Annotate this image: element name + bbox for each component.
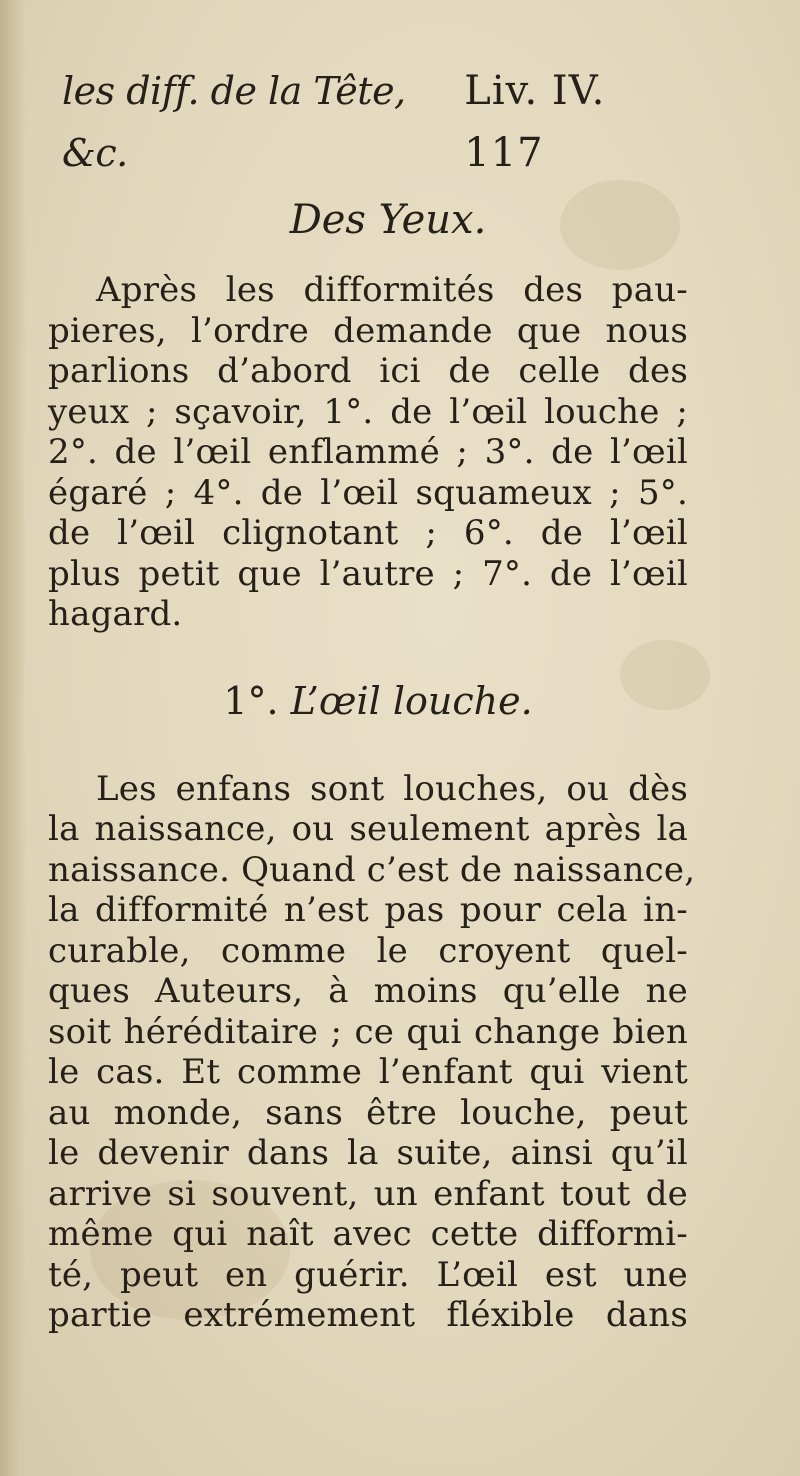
subsection-title xyxy=(48,671,688,731)
page-text xyxy=(48,60,696,1336)
text-line: Après les difformités des pau- xyxy=(96,270,688,310)
text-line: curable, comme le croyent quel- xyxy=(48,930,688,971)
text-line: le devenir dans la suite, ainsi qu’il xyxy=(48,1133,688,1173)
text-line: au monde, sans être louche, peut xyxy=(48,1092,688,1133)
text-line: naissance. Quand c’est de naissance, xyxy=(48,849,696,890)
text-line: égaré ; 4°. de l’œil squameux ; 5°. xyxy=(48,472,688,513)
text-line: de l’œil clignotant ; 6°. de l’œil xyxy=(48,513,688,553)
text-line: 2°. de l’œil enflammé ; 3°. de l’œil xyxy=(48,432,688,472)
text-line: hagard. xyxy=(48,594,183,634)
section-title: Des Yeux. xyxy=(289,197,487,243)
text-line: même qui naît avec cette difformi- xyxy=(48,1214,688,1254)
running-header xyxy=(62,60,688,184)
subsection-heading: L’œil louche. xyxy=(290,678,533,723)
paragraph-1 xyxy=(48,270,688,635)
text-line: té, peut en guérir. L’œil est une xyxy=(48,1254,688,1295)
running-header-title: les diff. de la Tête, &c. xyxy=(62,69,406,175)
page-gutter-shadow xyxy=(0,0,26,1476)
subsection-number: 1°. xyxy=(223,678,279,723)
text-line: plus petit que l’autre ; 7°. de l’œil xyxy=(48,553,688,594)
paragraph-2 xyxy=(48,768,696,1336)
text-line: ques Auteurs, à moins qu’elle ne xyxy=(48,971,688,1011)
text-line: soit héréditaire ; ce qui change bien xyxy=(48,1011,688,1052)
text-line: la difformité n’est pas pour cela in- xyxy=(48,890,688,930)
text-line: parlions d’abord ici de celle des xyxy=(48,351,688,391)
text-line: Les enfans sont louches, ou dès xyxy=(96,768,688,809)
text-line: arrive si souvent, un enfant tout de xyxy=(48,1173,688,1214)
running-header-page-number: Liv. IV. 117 xyxy=(464,68,606,176)
text-line: yeux ; sçavoir, 1°. de l’œil louche ; xyxy=(48,391,688,432)
text-line: pieres, l’ordre demande que nous xyxy=(48,310,688,351)
text-line: partie extrémement fléxible dans xyxy=(48,1295,688,1335)
text-line: la naissance, ou seulement après la xyxy=(48,809,688,849)
text-line: le cas. Et comme l’enfant qui vient xyxy=(48,1052,688,1092)
